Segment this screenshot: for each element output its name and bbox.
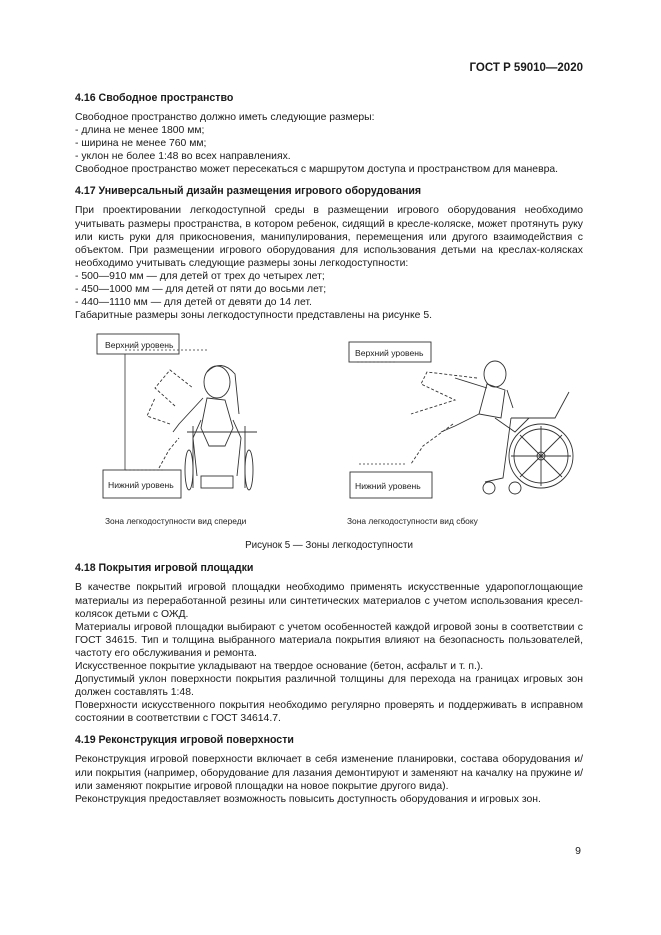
side-view-caption: Зона легкодоступности вид сбоку xyxy=(347,516,478,527)
section-4-18-paragraph-1: В качестве покрытий игровой площадки необходимо применять искусственные ударопоглощающие материалы из переработанной резины или синтетических материалов с учетом использования кресел-колясок детьми с ОЖД. xyxy=(75,582,583,620)
child-wheelchair-front-icon xyxy=(147,366,257,491)
section-4-18-paragraph-2: Материалы игровой площадки выбирают с учетом особенностей каждой игровой зоны в соответствии с ГОСТ 34615. Тип и толщина выбранного материала покрытия влияют на безопасность пользователей, частоту его обслуживания и ремонта. xyxy=(75,621,583,659)
section-4-19-paragraph-1: Реконструкция игровой поверхности включает в себя изменение планировки, состава оборудования и/или покрытия (например, оборудование для лазания демонтируют и заменяют на качалку на пружине и/или заменяют покрытие игровой площадки на новое покрытие другого вида). xyxy=(75,754,583,792)
page-number: 9 xyxy=(575,845,581,857)
section-4-17-title: 4.17 Универсальный дизайн размещения игрового оборудования xyxy=(75,185,422,198)
section-4-19-paragraph-2: Реконструкция предоставляет возможность повысить доступность оборудования и игровых зон. xyxy=(75,793,541,805)
reach-zone-illustration xyxy=(75,328,583,533)
list-item: - ширина не менее 760 мм; xyxy=(75,138,207,150)
lower-level-label-side: Нижний уровень xyxy=(355,481,421,492)
list-item: - 500—910 мм — для детей от трех до четырех лет; xyxy=(75,270,325,282)
upper-level-label-front: Верхний уровень xyxy=(105,340,174,351)
section-4-18-paragraph-4: Допустимый уклон поверхности покрытия различной толщины для перехода на границах игровых зон должен составлять 1:48. xyxy=(75,674,583,699)
document-body xyxy=(75,92,583,806)
section-4-18-title: 4.18 Покрытия игровой площадки xyxy=(75,562,254,575)
section-4-18-paragraph-3: Искусственное покрытие укладывают на твердое основание (бетон, асфальт и т. п.). xyxy=(75,660,484,672)
list-item: - 440—1110 мм — для детей от девяти до 14 лет. xyxy=(75,297,312,309)
section-4-19-title: 4.19 Реконструкция игровой поверхности xyxy=(75,734,294,747)
list-item: - уклон не более 1:48 во всех направлениях. xyxy=(75,151,291,163)
child-wheelchair-side-icon xyxy=(411,361,573,494)
section-4-16-outro: Свободное пространство может пересекаться с маршрутом доступа и пространством для маневра. xyxy=(75,164,559,176)
standard-header: ГОСТ Р 59010—2020 xyxy=(469,62,583,74)
list-item: - длина не менее 1800 мм; xyxy=(75,125,205,137)
list-item: - 450—1000 мм — для детей от пяти до восьми лет; xyxy=(75,284,327,296)
upper-level-label-side: Верхний уровень xyxy=(355,348,424,359)
section-4-16-intro: Свободное пространство должно иметь следующие размеры: xyxy=(75,112,375,123)
section-4-18-paragraph-5: Поверхности искусственного покрытия необходимо регулярно проверять и поддерживать в исправном состоянии в соответствии с ГОСТ 34614.7. xyxy=(75,700,583,725)
lower-level-label-front: Нижний уровень xyxy=(108,480,174,491)
section-4-17-paragraph-2: Габаритные размеры зоны легкодоступности представлены на рисунке 5. xyxy=(75,310,433,322)
section-4-17-paragraph-1: При проектировании легкодоступной среды в размещении игрового оборудования необходимо учитывать размеры пространства, в котором ребенок, сидящий в кресле-коляске, может протянуть руку или кисть руки для прикосновения, манипулирования, перемещения или другого взаимодействия с объектом. При размещении игрового оборудования для использования детьми на креслах-колясках необходимо учитывать следующие размеры зоны легкодоступности: xyxy=(75,205,583,269)
figure-5-caption: Рисунок 5 — Зоны легкодоступности xyxy=(245,540,413,552)
section-4-16-title: 4.16 Свободное пространство xyxy=(75,92,234,104)
figure-5 xyxy=(75,328,583,533)
front-view-caption: Зона легкодоступности вид спереди xyxy=(105,516,247,527)
